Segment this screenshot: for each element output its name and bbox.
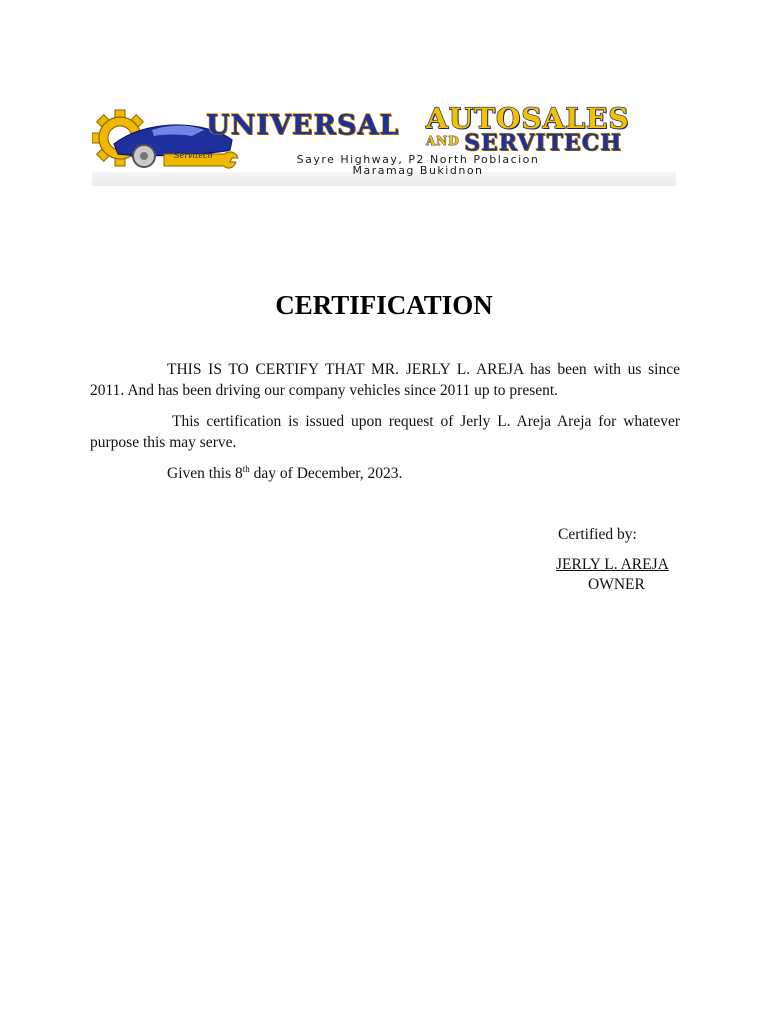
given-suffix: day of December, 2023. [249,465,403,482]
document-body [90,359,680,484]
company-address [288,154,548,176]
brand-word-and: AND [426,134,460,148]
document-title: CERTIFICATION [275,290,493,320]
brand-word-autosales: AUTOSALES [426,102,630,135]
certify-paragraph: THIS IS TO CERTIFY THAT MR. JERLY L. AREJA has been with us since 2011. And has been driving our company vehicles since 2011 up to present. [90,361,680,399]
address-line-1: Sayre Highway, P2 North Poblacion [296,153,540,166]
signatory-name: JERLY L. AREJA [556,556,669,573]
brand-word-universal: UNIVERSAL [206,110,400,141]
certified-by-label: Certified by: [558,526,637,543]
signatory-position: OWNER [588,576,645,593]
logo-script-text: Servitech [174,151,213,160]
given-date-line [90,463,680,484]
address-line-2: Maramag Bukidnon [352,164,484,177]
given-prefix: Given this 8 [167,465,243,482]
letterhead [92,98,676,190]
purpose-paragraph: This certification is issued upon request of Jerly L. Areja Areja for whatever purpose this may serve. [90,413,680,451]
brand-word-servitech: SERVITECH [464,130,622,156]
ordinal-suffix: th [242,464,250,474]
